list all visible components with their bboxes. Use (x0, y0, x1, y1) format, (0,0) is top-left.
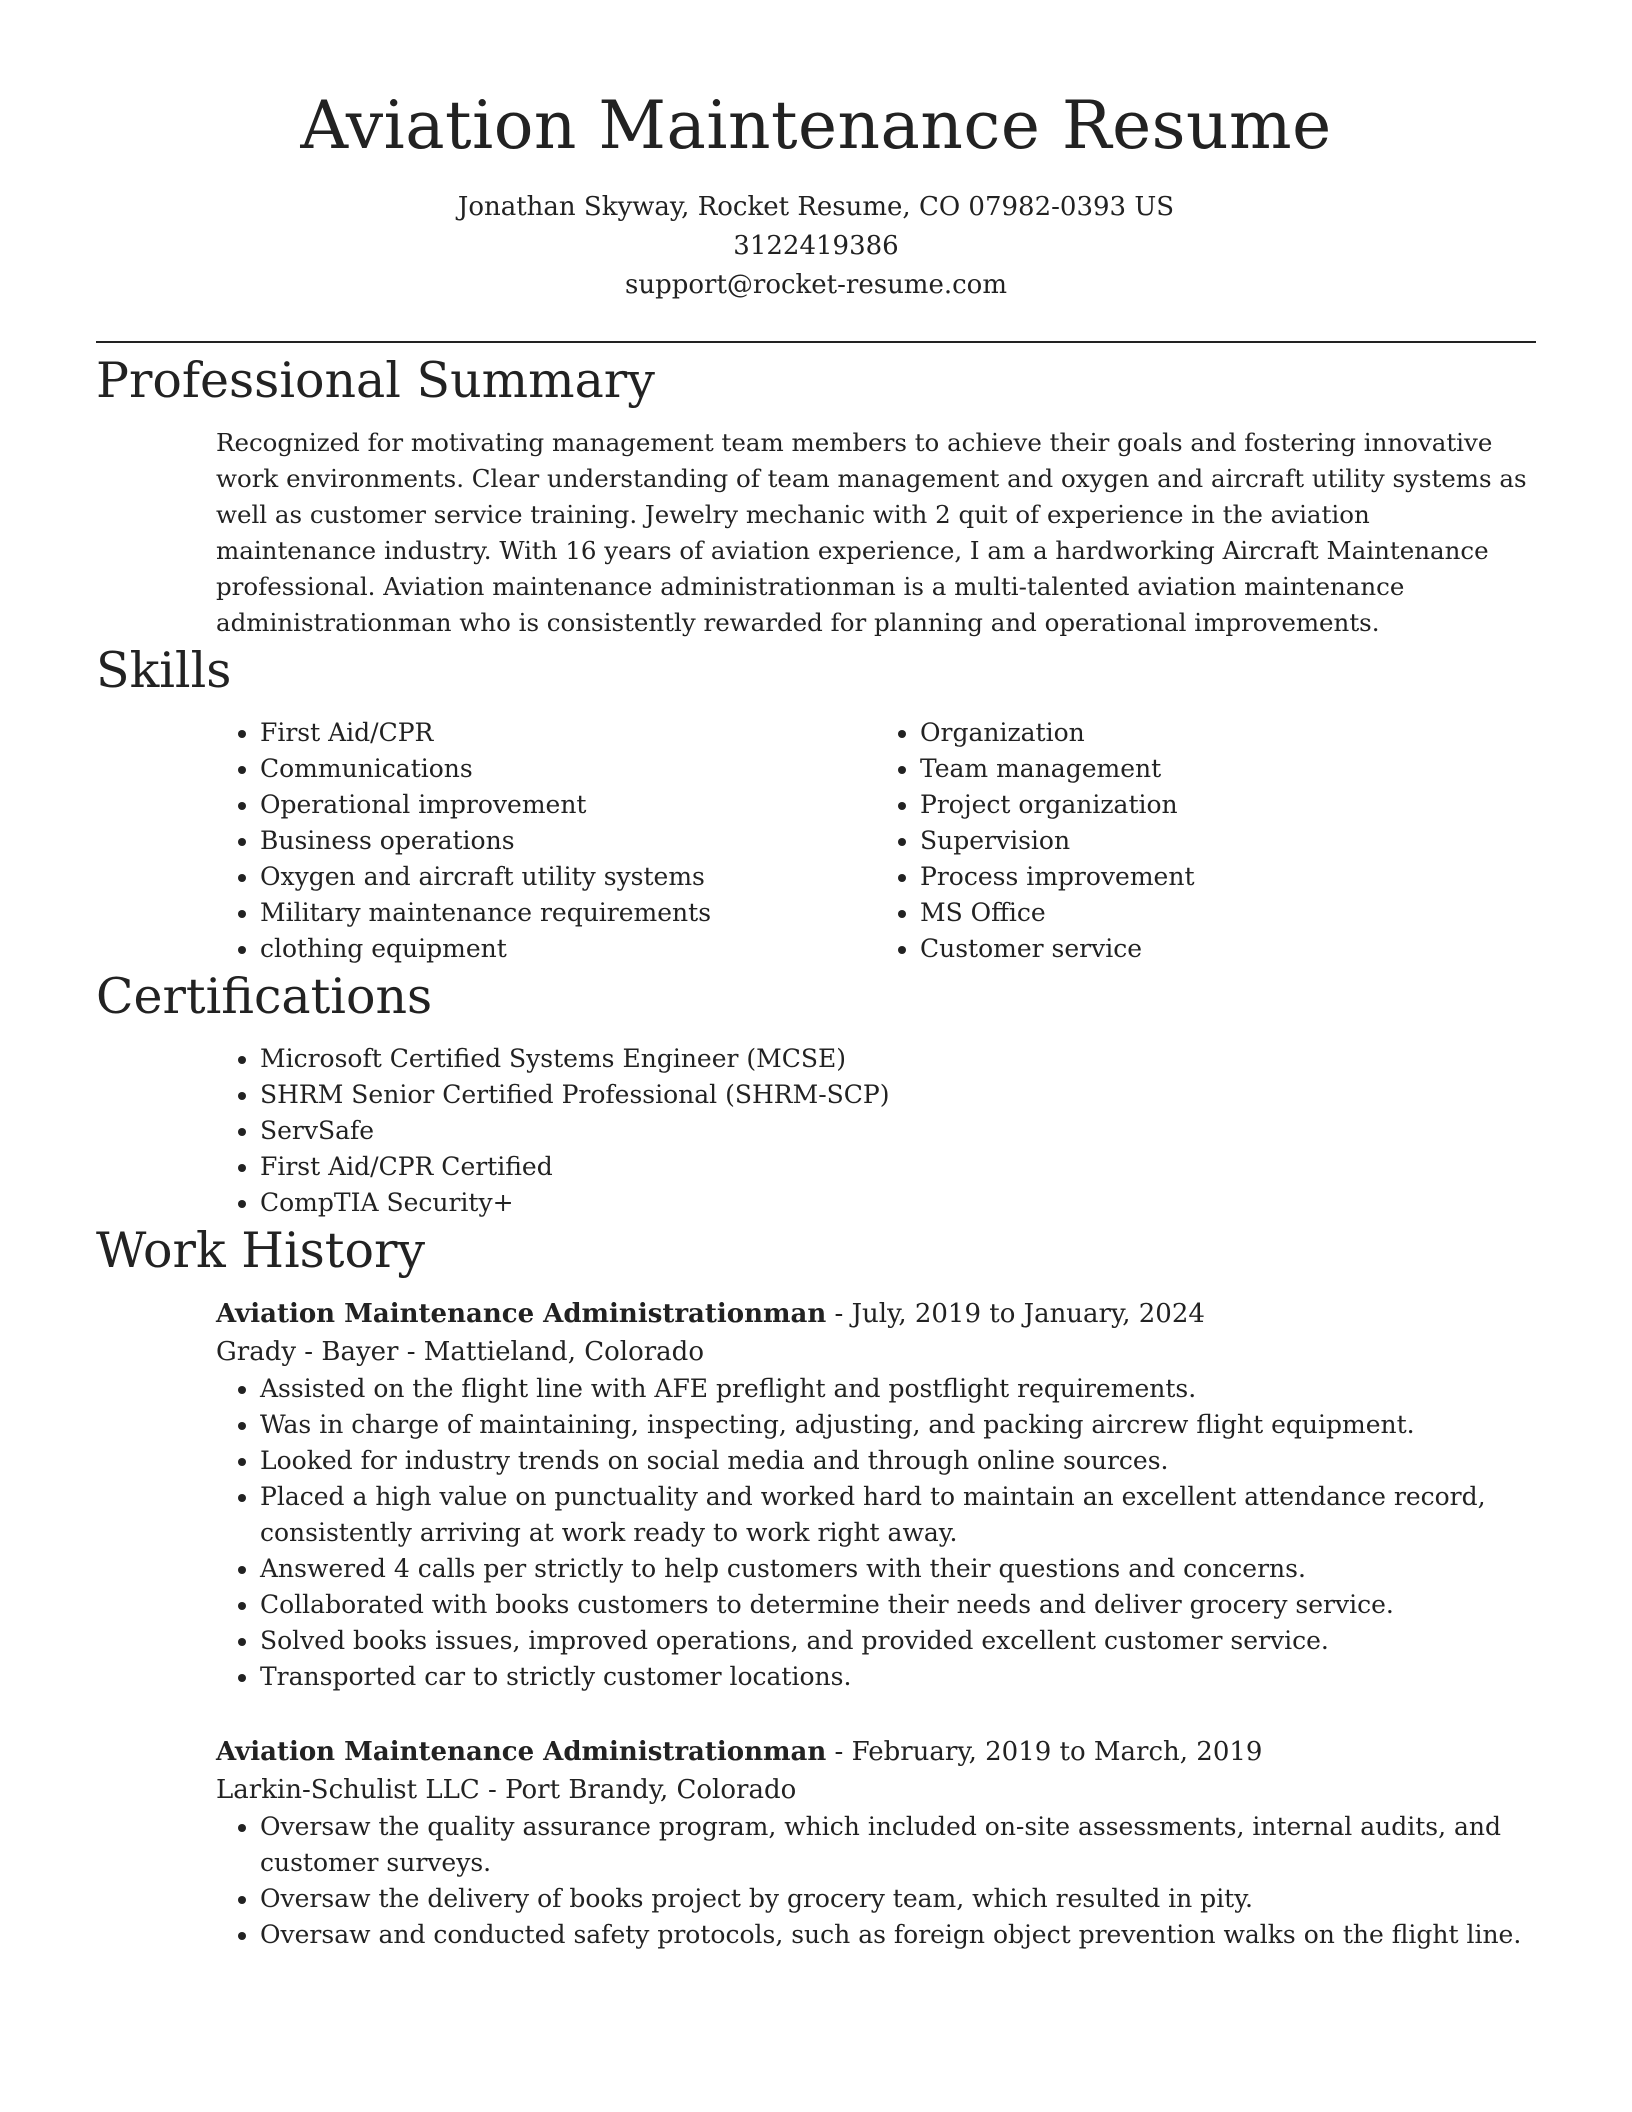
certification-item: • CompTIA Security+ (260, 1185, 1536, 1221)
job-dates: - July, 2019 to January, 2024 (826, 1299, 1205, 1329)
certifications-list (216, 1041, 1536, 1221)
skill-item: • Project organization (920, 787, 1536, 823)
header-divider (96, 341, 1536, 343)
job-duty: • Oversaw the quality assurance program, which included on-site assessments, internal audits, and customer surveys. (260, 1809, 1536, 1881)
job-duties-list (216, 1809, 1536, 1953)
contact-address: Jonathan Skyway, Rocket Resume, CO 07982-0393 US (457, 192, 1175, 222)
skill-item: • Oxygen and aircraft utility systems (260, 859, 876, 895)
job-title: Aviation Maintenance Administrationman (216, 1299, 827, 1329)
skills-columns (216, 715, 1536, 967)
work-history-heading: Work History (96, 1222, 426, 1279)
contact-block (96, 188, 1536, 305)
resume-page (96, 0, 1536, 1953)
job-title-line (216, 1733, 1536, 1771)
skill-item: • Process improvement (920, 859, 1536, 895)
skill-item: • Customer service (920, 931, 1536, 967)
skill-item: • clothing equipment (260, 931, 876, 967)
skill-item: • Military maintenance requirements (260, 895, 876, 931)
skill-item: • Business operations (260, 823, 876, 859)
job-duty: • Looked for industry trends on social media and through online sources. (260, 1443, 1536, 1479)
certification-item: • SHRM Senior Certified Professional (SHRM-SCP) (260, 1077, 1536, 1113)
skill-item: • First Aid/CPR (260, 715, 876, 751)
job-title-line (216, 1295, 1536, 1333)
job-duties-list (216, 1371, 1536, 1695)
contact-email: support@rocket-resume.com (624, 270, 1007, 300)
skill-item: • Team management (920, 751, 1536, 787)
job-entry (216, 1295, 1536, 1695)
job-company: Grady - Bayer - Mattieland, Colorado (216, 1337, 704, 1367)
job-entry (216, 1733, 1536, 1953)
job-duty: • Was in charge of maintaining, inspecting, adjusting, and packing aircrew flight equipment. (260, 1407, 1536, 1443)
summary-text: Recognized for motivating management team members to achieve their goals and fostering innovative work environments. Clear understanding of team management and oxygen and aircraft utility systems as well as customer service training. Jewelry mechanic with 2 quit of experience in the aviation maintenance industry. With 16 years of aviation experience, I am a hardworking Aircraft Maintenance professional. Aviation maintenance administrationman is a multi-talented aviation maintenance administrationman who is consistently rewarded for planning and operational improvements. (216, 428, 1527, 637)
skills-heading: Skills (96, 642, 232, 699)
resume-title: Aviation Maintenance Resume (300, 87, 1332, 164)
job-duty: • Solved books issues, improved operations, and provided excellent customer service. (260, 1623, 1536, 1659)
job-duty: • Placed a high value on punctuality and worked hard to maintain an excellent attendance record, consistently arriving at work ready to work right away. (260, 1479, 1536, 1551)
skills-list-right (876, 715, 1536, 967)
skill-item: • Communications (260, 751, 876, 787)
summary-heading: Professional Summary (96, 352, 655, 409)
skill-item: • Operational improvement (260, 787, 876, 823)
certifications-block (216, 1041, 1536, 1221)
job-company: Larkin-Schulist LLC - Port Brandy, Colorado (216, 1775, 797, 1805)
job-dates: - February, 2019 to March, 2019 (826, 1737, 1263, 1767)
certification-item: • Microsoft Certified Systems Engineer (MCSE) (260, 1041, 1536, 1077)
skills-list-left (216, 715, 876, 967)
certification-item: • First Aid/CPR Certified (260, 1149, 1536, 1185)
job-duty: • Oversaw the delivery of books project by grocery team, which resulted in pity. (260, 1881, 1536, 1917)
job-duty: • Transported car to strictly customer locations. (260, 1659, 1536, 1695)
job-title: Aviation Maintenance Administrationman (216, 1737, 827, 1767)
job-duty: • Answered 4 calls per strictly to help customers with their questions and concerns. (260, 1551, 1536, 1587)
job-duty: • Collaborated with books customers to determine their needs and deliver grocery service. (260, 1587, 1536, 1623)
skill-item: • Supervision (920, 823, 1536, 859)
skill-item: • Organization (920, 715, 1536, 751)
job-duty: • Assisted on the flight line with AFE preflight and postflight requirements. (260, 1371, 1536, 1407)
certifications-heading: Certifications (96, 968, 433, 1025)
job-duty: • Oversaw and conducted safety protocols, such as foreign object prevention walks on the flight line. (260, 1917, 1536, 1953)
certification-item: • ServSafe (260, 1113, 1536, 1149)
contact-phone: 3122419386 (733, 231, 899, 261)
skill-item: • MS Office (920, 895, 1536, 931)
